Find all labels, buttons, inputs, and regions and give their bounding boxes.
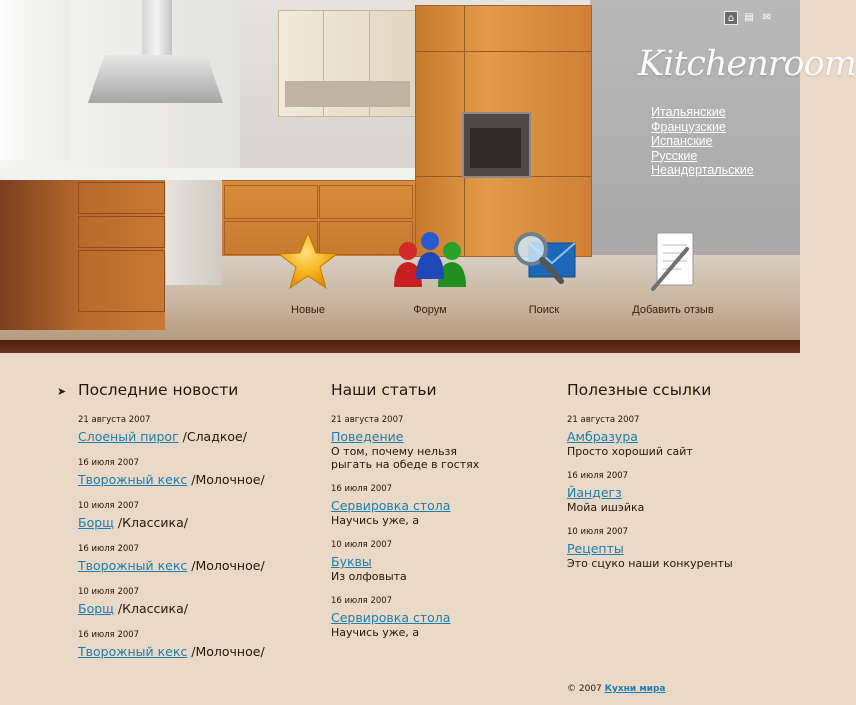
- left-cabinet: [0, 180, 165, 330]
- list-item: [567, 527, 787, 570]
- links-column: [567, 381, 787, 583]
- articles-heading: Наши статьи: [331, 381, 437, 399]
- news-link[interactable]: Слоеный пирог: [78, 429, 179, 444]
- users-icon: [390, 229, 470, 293]
- news-tag: /Классика/: [113, 515, 188, 530]
- news-tag: /Классика/: [113, 601, 188, 616]
- nav-forum-label: Форум: [413, 304, 447, 316]
- range-hood: [88, 55, 223, 103]
- useful-link[interactable]: Амбразура: [567, 429, 638, 444]
- category-link[interactable]: Русские: [651, 148, 698, 163]
- article-link[interactable]: Поведение: [331, 429, 404, 444]
- nav-search-label: Поиск: [528, 304, 560, 316]
- news-date: 16 июля 2007: [78, 630, 140, 640]
- news-tag: /Молочное/: [187, 644, 265, 659]
- upper-cabinet: [278, 10, 417, 117]
- hood-chimney: [142, 0, 172, 58]
- list-item: [78, 501, 318, 531]
- article-link[interactable]: Буквы: [331, 554, 372, 569]
- utility-icons: [724, 11, 774, 25]
- news-link[interactable]: Борщ: [78, 515, 114, 530]
- list-item: [78, 587, 318, 617]
- article-date: 16 июля 2007: [331, 484, 393, 494]
- category-link[interactable]: Неандертальские: [651, 163, 754, 177]
- link-desc: Просто хороший сайт: [567, 445, 693, 458]
- nav-add-review-label: Добавить отзыв: [632, 304, 714, 316]
- link-desc: Мойа ишэйка: [567, 501, 645, 514]
- articles-column: [331, 381, 551, 652]
- site-logo[interactable]: Kitchenroom: [638, 44, 856, 84]
- footer: [567, 684, 666, 694]
- useful-link[interactable]: Рецепты: [567, 541, 624, 556]
- list-item: [78, 630, 318, 660]
- nav-new-label: Новые: [291, 304, 325, 316]
- home-icon[interactable]: ⌂: [724, 11, 738, 25]
- sitemap-icon[interactable]: ▤: [744, 12, 754, 23]
- list-item: [78, 458, 318, 488]
- news-date: 16 июля 2007: [78, 458, 140, 468]
- footer-link[interactable]: Кухни мира: [604, 684, 666, 694]
- article-desc: Из олфовыта: [331, 570, 407, 583]
- links-heading: Полезные ссылки: [567, 381, 712, 399]
- list-item: [567, 471, 787, 514]
- article-date: 21 августа 2007: [331, 415, 404, 425]
- news-tag: /Молочное/: [187, 558, 265, 573]
- news-column: [78, 381, 318, 673]
- news-tag: /Молочное/: [187, 472, 265, 487]
- list-item: [78, 544, 318, 574]
- category-menu: [651, 105, 754, 178]
- news-date: 16 июля 2007: [78, 544, 140, 554]
- news-link[interactable]: Борщ: [78, 601, 114, 616]
- news-date: 10 июля 2007: [78, 501, 140, 511]
- mail-icon[interactable]: ✉: [762, 12, 772, 23]
- list-item: [331, 540, 551, 583]
- link-date: 21 августа 2007: [567, 415, 640, 425]
- oven: [462, 112, 531, 178]
- news-link[interactable]: Творожный кекс: [78, 472, 188, 487]
- header-banner: [0, 0, 856, 340]
- main-content: [0, 353, 800, 705]
- star-icon: [277, 231, 339, 291]
- article-desc: Научись уже, а: [331, 626, 420, 639]
- article-date: 16 июля 2007: [331, 596, 393, 606]
- news-link[interactable]: Творожный кекс: [78, 558, 188, 573]
- nav-add-review[interactable]: [618, 226, 728, 316]
- list-item: [567, 415, 787, 458]
- news-heading: Последние новости: [78, 381, 239, 399]
- add-review-icon: [643, 229, 703, 293]
- list-item: [331, 596, 551, 639]
- link-desc: Это сцуко наши конкуренты: [567, 557, 733, 570]
- nav-new[interactable]: [253, 226, 363, 316]
- article-desc: Научись уже, а: [331, 514, 420, 527]
- divider-bar: [0, 340, 800, 353]
- dishwasher: [166, 180, 222, 285]
- link-date: 10 июля 2007: [567, 527, 629, 537]
- list-item: [331, 484, 551, 527]
- list-item: [331, 415, 551, 471]
- article-link[interactable]: Сервировка стола: [331, 498, 451, 513]
- link-date: 16 июля 2007: [567, 471, 629, 481]
- category-link[interactable]: Французские: [651, 119, 726, 134]
- copyright-text: © 2007: [567, 684, 602, 694]
- kitchen-window: [0, 0, 70, 160]
- news-date: 10 июля 2007: [78, 587, 140, 597]
- article-desc: О том, почему нельзя рыгать на обеде в гостях: [331, 445, 480, 471]
- news-date: 21 августа 2007: [78, 415, 151, 425]
- category-link[interactable]: Испанские: [651, 134, 713, 148]
- list-item: [78, 415, 318, 445]
- arrow-icon: ➤: [57, 385, 67, 398]
- news-link[interactable]: Творожный кекс: [78, 644, 188, 659]
- search-icon: [509, 229, 579, 293]
- article-date: 10 июля 2007: [331, 540, 393, 550]
- useful-link[interactable]: Йандегз: [567, 485, 622, 500]
- article-link[interactable]: Сервировка стола: [331, 610, 451, 625]
- category-link[interactable]: Итальянские: [651, 105, 726, 119]
- news-tag: /Сладкое/: [178, 429, 247, 444]
- countertop: [0, 168, 415, 180]
- nav-search[interactable]: [489, 226, 599, 316]
- nav-forum[interactable]: [375, 226, 485, 316]
